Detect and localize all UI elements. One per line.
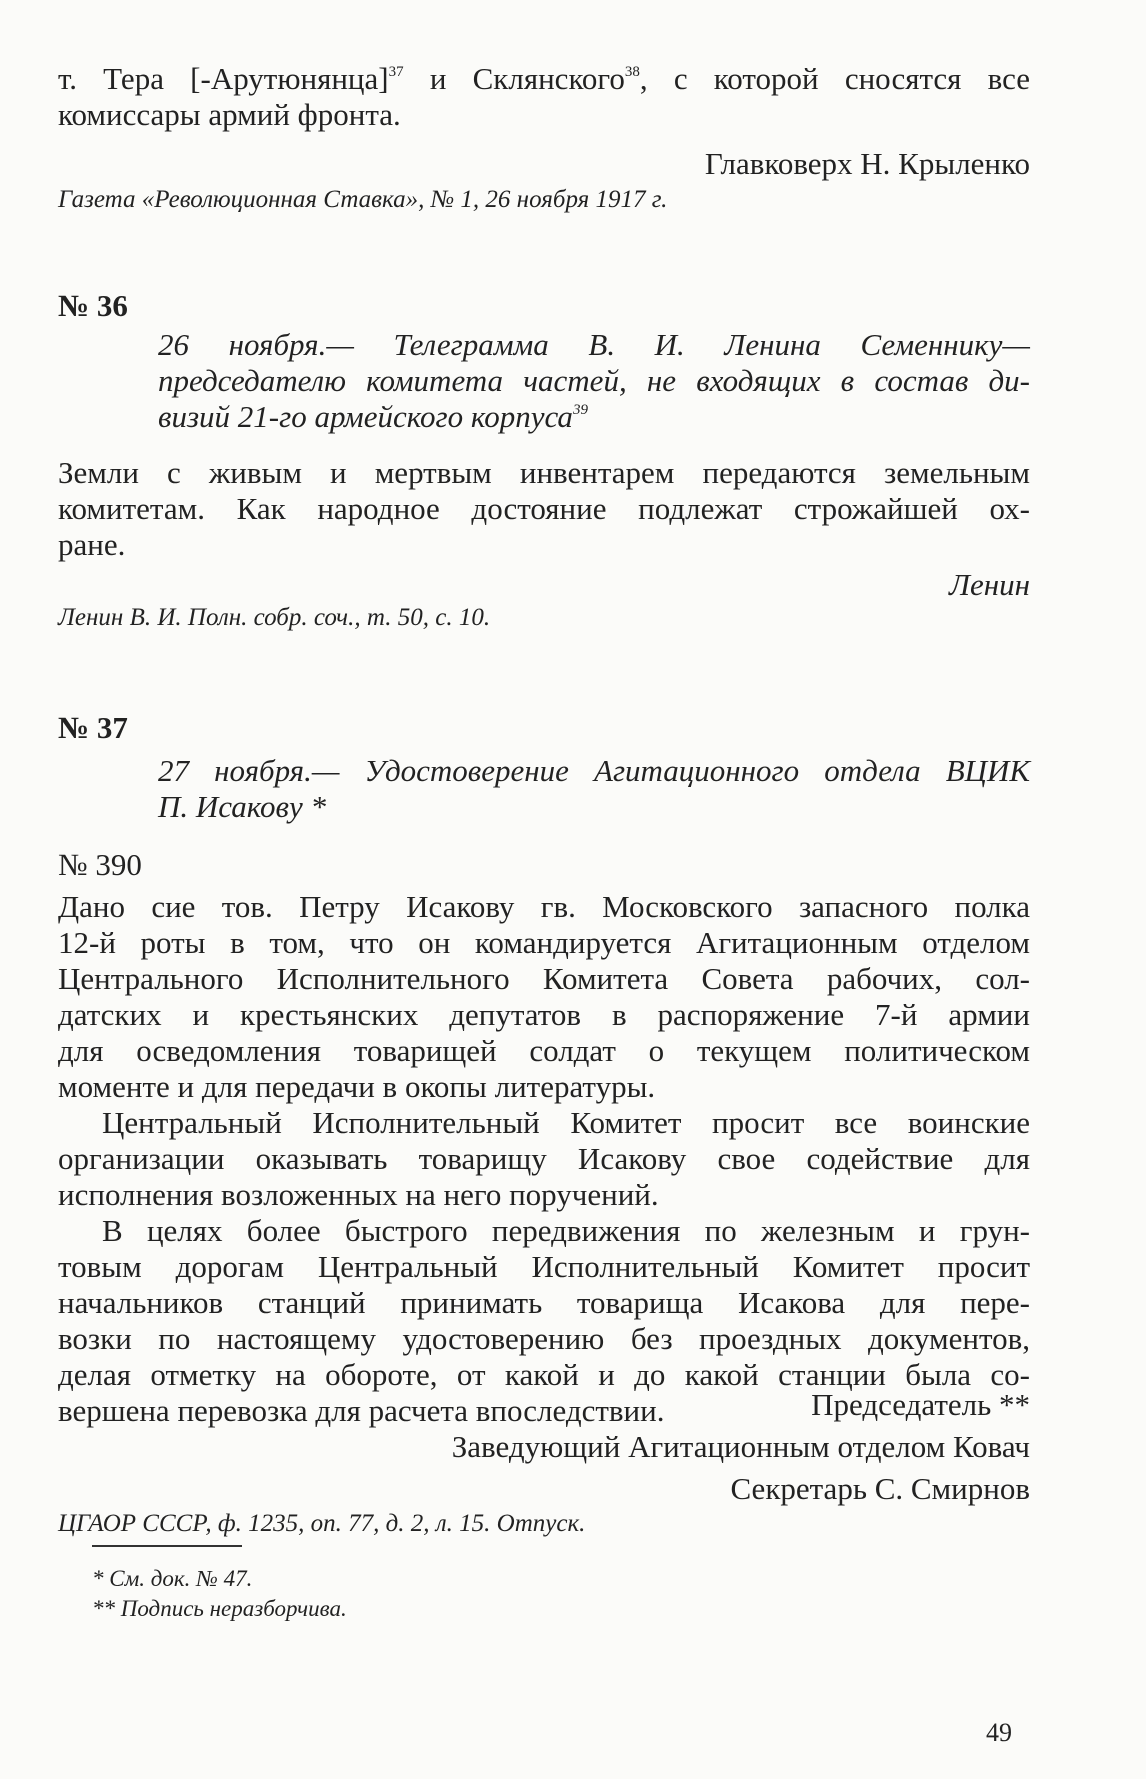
top-text-line-1: т. Тера [-Арутюнянца]$^{37}$ и Склянского$^{38}$, с которой сносятся все xyxy=(58,61,1030,96)
doc37-title-line: 27 ноября.— Удостоверение Агитационного отдела ВЦИК xyxy=(158,753,1030,788)
doc37-para3-line: В целях более быстрого передвижения по железным и грун- xyxy=(102,1213,1030,1248)
doc37-para2-line: организации оказывать товарищу Исакову свое содействие для xyxy=(58,1141,1030,1176)
doc37-para1-line: для осведомления товарищей солдат о текущем политическом xyxy=(58,1033,1030,1068)
doc36-body-line: Земли с живым и мертвым инвентарем передаются земельным xyxy=(58,455,1030,490)
doc36-title-line: визий 21-го армейского корпуса$^{39}$ xyxy=(158,399,588,434)
doc37-footnote-mark: * xyxy=(310,789,327,824)
doc37-para3-line: вершена перевозка для расчета впоследствии. xyxy=(58,1393,665,1428)
top-source-citation: Газета «Революционная Ставка», № 1, 26 ноября 1917 г. xyxy=(58,186,668,213)
footnote-ref-37: 37 xyxy=(388,64,404,80)
doc36-title-line: 26 ноября.— Телеграмма В. И. Ленина Семеннику— xyxy=(158,327,1030,362)
doc37-para1-line: 12-й роты в том, что он командируется Агитационным отделом xyxy=(58,925,1030,960)
doc37-number: № 37 xyxy=(58,710,128,745)
top-signature: Главковерх Н. Крыленко xyxy=(704,146,1030,181)
doc37-title-line: П. Исакову * xyxy=(158,789,327,824)
doc37-para1-line: моменте и для передачи в окопы литературы. xyxy=(58,1069,656,1104)
doc36-body-line: ране. xyxy=(58,527,126,562)
footnote-2: ** Подпись неразборчива. xyxy=(92,1596,347,1621)
doc37-head-signature: Заведующий Агитационным отделом Ковач xyxy=(451,1429,1030,1464)
footnote-separator xyxy=(92,1545,242,1547)
doc37-para2-line: исполнения возложенных на него поручений. xyxy=(58,1177,659,1212)
doc37-para3-line: возки по настоящему удостоверению без проездных документов, xyxy=(58,1321,1030,1356)
doc37-para3-line: делая отметку на обороте, от какой и до какой станции была со- xyxy=(58,1357,1030,1392)
chair-footnote-mark: ** xyxy=(999,1387,1030,1422)
doc36-signature: Ленин xyxy=(948,567,1030,602)
doc37-secretary-signature: Секретарь С. Смирнов xyxy=(730,1471,1030,1506)
doc37-para3-line: товым дорогам Центральный Исполнительный Комитет просит xyxy=(58,1249,1030,1284)
doc37-ref-number: № 390 xyxy=(58,847,142,882)
doc37-para1-line: Центрального Исполнительного Комитета Совета рабочих, сол- xyxy=(58,961,1030,996)
doc36-title-line: председателю комитета частей, не входящих в состав ди- xyxy=(158,363,1030,398)
doc37-source-citation: ЦГАОР СССР, ф. 1235, оп. 77, д. 2, л. 15. Отпуск. xyxy=(58,1510,586,1537)
footnote-ref-38: 38 xyxy=(624,64,640,80)
top-text-line-2: комиссары армий фронта. xyxy=(58,97,401,132)
doc37-para1-line: датских и крестьянских депутатов в распоряжение 7-й армии xyxy=(58,997,1030,1032)
doc36-body-line: комитетам. Как народное достояние подлежат строжайшей ох- xyxy=(58,491,1030,526)
footnote-ref-39: 39 xyxy=(572,402,588,418)
doc37-para2-line: Центральный Исполнительный Комитет просит все воинские xyxy=(102,1105,1030,1140)
doc37-para3-line: начальников станций принимать товарища Исакова для пере- xyxy=(58,1285,1030,1320)
doc36-number: № 36 xyxy=(58,288,128,323)
doc37-chair-signature: Председатель ** xyxy=(811,1387,1030,1422)
footnote-1: * См. док. № 47. xyxy=(92,1566,253,1591)
doc36-source-citation: Ленин В. И. Полн. собр. соч., т. 50, с. 10. xyxy=(58,604,491,631)
page-number: 49 xyxy=(986,1718,1012,1747)
doc37-para1-line: Дано сие тов. Петру Исакову гв. Московского запасного полка xyxy=(58,889,1030,924)
